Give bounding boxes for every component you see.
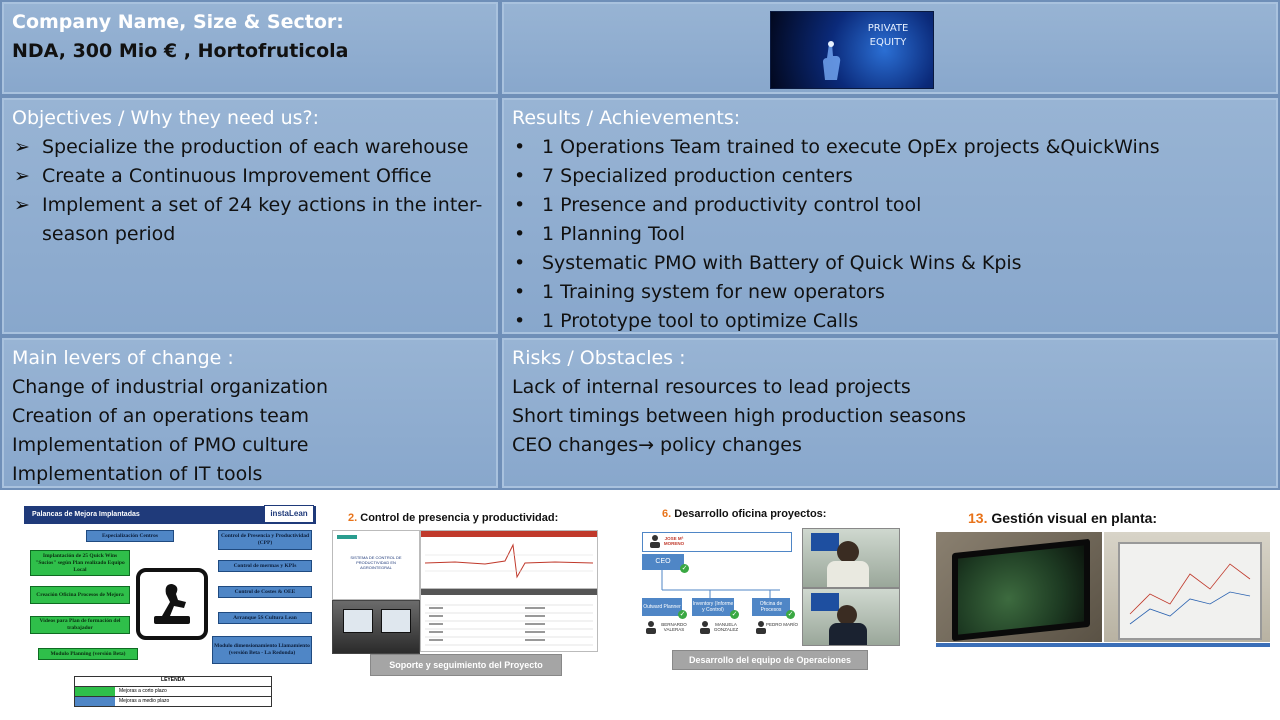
risk-item: Short timings between high production seasons: [512, 405, 967, 427]
slide1-title: Palancas de Mejora Implantadas: [24, 506, 316, 524]
right-arrow-icon: →: [638, 434, 655, 456]
company-label: Company Name, Size & Sector:: [12, 11, 344, 33]
slide-visual-management-thumbnail: [934, 500, 1274, 706]
meeting-room-photo: [332, 600, 420, 654]
lever-item: Implementation of PMO culture: [12, 434, 309, 456]
bullet-icon: •: [514, 281, 526, 303]
lever-box: Modulo dimensionamiento Llamamiento (versión Beta - La Redonda): [212, 636, 312, 664]
top-person-name: JOSE Mª MORENO: [663, 536, 685, 546]
lever-box: Control de Presencia y Productividad (CPP): [218, 530, 312, 550]
list-item: • Systematic PMO with Battery of Quick Wins & Kpis: [512, 249, 1268, 278]
slide4-footer-bar: [936, 643, 1270, 647]
company-panel: [0, 0, 500, 96]
slide3-caption: Desarrollo del equipo de Operaciones: [672, 650, 868, 670]
screenshot-chart: [420, 530, 598, 590]
screen-text: SISTEMA DE CONTROL DE PRODUCTIVIDAD EN AGROINTEGRAL: [350, 555, 402, 570]
lever-item: Implementation of IT tools: [12, 463, 263, 485]
legend-swatch-blue: [75, 697, 115, 706]
lever-box: Control de mermas y KPIs: [218, 560, 312, 572]
slide2-title: 2. Control de presencia y productividad:: [348, 512, 559, 524]
risks-panel: [500, 336, 1280, 490]
person-name: MANUELA GONZALEZ: [713, 622, 739, 632]
legend-text: Mejoras a medio plazo: [119, 698, 170, 704]
objectives-heading: Objectives / Why they need us?:: [12, 107, 319, 129]
slide-presence-control-thumbnail: [330, 500, 606, 706]
company-value: NDA, 300 Mio € , Hortofruticola: [12, 40, 349, 62]
private-equity-logo: [770, 11, 934, 89]
person-photo-1: [802, 528, 900, 588]
logo-text-private: PRIVATE: [867, 23, 909, 34]
org-unit: Outward Planner: [642, 598, 682, 616]
slide2-caption: Soporte y seguimiento del Proyecto: [370, 654, 562, 676]
instalean-logo: instaLean: [264, 505, 314, 523]
legend-title: LEYENDA: [161, 677, 185, 683]
list-item: • 1 Training system for new operators: [512, 278, 1268, 307]
tv-screen-photo: [936, 532, 1102, 642]
bullet-icon: •: [514, 310, 526, 332]
list-item: ➢ Specialize the production of each warehouse: [12, 133, 488, 162]
check-icon: ✓: [787, 611, 794, 618]
bullet-icon: •: [514, 223, 526, 245]
list-item: • 1 Planning Tool: [512, 220, 1268, 249]
joystick-icon: [136, 568, 208, 640]
lever-item: Change of industrial organization: [12, 376, 329, 398]
results-list: [512, 133, 1268, 336]
org-unit: Inventory (Informe y Control): [692, 598, 734, 616]
levers-heading: Main levers of change :: [12, 347, 234, 369]
list-item: • 1 Prototype tool to optimize Calls: [512, 307, 1268, 336]
lever-box: Implantación de 25 Quick Wins "Sucios" según Plan realizado Equipo Local: [30, 550, 130, 576]
list-item: ➢ Create a Continuous Improvement Office: [12, 162, 488, 191]
person-name: PEDRO MARÍO: [765, 622, 798, 627]
check-icon: ✓: [681, 565, 688, 572]
bullet-icon: •: [514, 136, 526, 158]
risk-item: Lack of internal resources to lead projects: [512, 376, 911, 398]
results-heading: Results / Achievements:: [512, 107, 741, 129]
bullet-icon: •: [514, 194, 526, 216]
person-name: BERNARDO VALERAS: [661, 622, 687, 632]
arrow-bullet-icon: ➢: [14, 194, 30, 216]
arrow-bullet-icon: ➢: [14, 136, 30, 158]
slide-pmo-thumbnail: [640, 500, 902, 706]
lever-box: Creación Oficina Procesos de Mejora: [30, 586, 130, 604]
list-item: ➢ Implement a set of 24 key actions in the inter-season period: [12, 191, 488, 249]
org-ceo: CEO: [642, 554, 684, 570]
risks-heading: Risks / Obstacles :: [512, 347, 686, 369]
lever-box: Arranque 5S Cultura Lean: [218, 612, 312, 624]
list-item: • 1 Presence and productivity control tool: [512, 191, 1268, 220]
slide1-legend: [74, 676, 272, 707]
screenshot-table: [420, 588, 598, 652]
levers-panel: [0, 336, 500, 490]
slide3-title: 6. Desarrollo oficina proyectos:: [662, 508, 827, 520]
lever-box: Control de Costes & OEE: [218, 586, 312, 598]
hand-touch-icon: [811, 40, 845, 80]
person-photo-2: [802, 588, 900, 646]
lever-box: Modulo Planning (versión Beta): [38, 648, 138, 660]
lever-box: Especialización Centros: [86, 530, 174, 542]
lever-item: Creation of an operations team: [12, 405, 309, 427]
bullet-icon: •: [514, 165, 526, 187]
arrow-bullet-icon: ➢: [14, 165, 30, 187]
legend-swatch-green: [75, 687, 115, 696]
whiteboard-photo: [1104, 532, 1270, 642]
bullet-icon: •: [514, 252, 526, 274]
list-item: • 1 Operations Team trained to execute OpEx projects &QuickWins: [512, 133, 1268, 162]
logo-text-equity: EQUITY: [869, 37, 907, 48]
slide4-title: 13. Gestión visual en planta:: [968, 510, 1158, 526]
screenshot-login: [332, 530, 420, 600]
objectives-panel: [0, 96, 500, 336]
check-icon: ✓: [679, 611, 686, 618]
objectives-list: [12, 133, 488, 249]
lever-box: Videos para Plan de formación del trabajador: [30, 616, 130, 634]
slide-levers-thumbnail: [24, 500, 316, 706]
list-item: • 7 Specialized production centers: [512, 162, 1268, 191]
org-unit: Oficina de Procesos: [752, 598, 790, 616]
logo-panel: [500, 0, 1280, 96]
check-icon: ✓: [731, 611, 738, 618]
legend-text: Mejoras a corto plazo: [119, 688, 167, 694]
risk-item-ceo: CEO changes→ policy changes: [512, 434, 802, 456]
results-panel: [500, 96, 1280, 336]
